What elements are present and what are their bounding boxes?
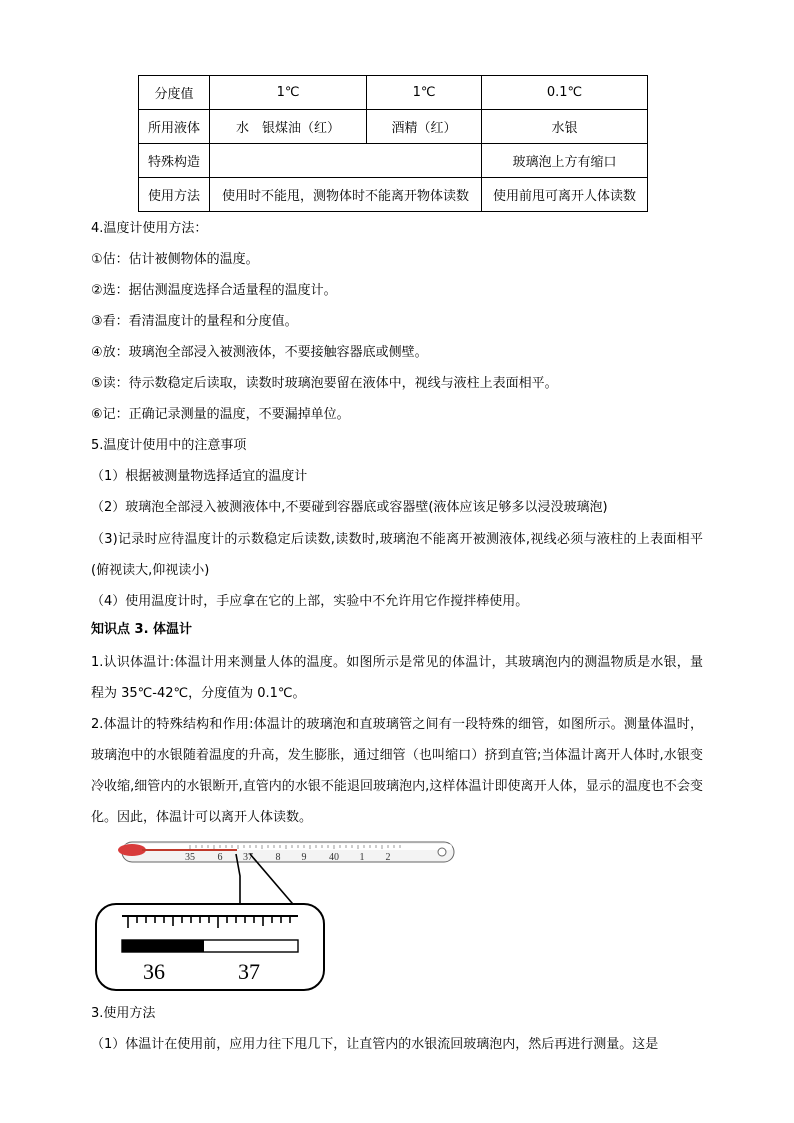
thermometer-illustration xyxy=(92,836,464,996)
paragraph: （1）根据被测量物选择适宜的温度计 xyxy=(91,469,308,484)
section-heading: 4.温度计使用方法： xyxy=(91,221,208,236)
list-item: ⑤读：待示数稳定后读取，读数时玻璃泡要留在液体中，视线与液柱上表面相平。 xyxy=(91,376,558,391)
end-ring xyxy=(438,848,446,856)
scale-label: 2 xyxy=(385,852,391,863)
scale-label: 8 xyxy=(275,852,281,863)
zoom-mercury-level xyxy=(122,940,204,952)
mercury-bulb xyxy=(118,844,146,856)
table-cell: 1℃ xyxy=(367,76,482,110)
paragraph: 1.认识体温计:体温计用来测量人体的温度。如图所示是常见的体温计，其玻璃泡内的测温物质是水银，量程为 35℃-42℃，分度值为 0.1℃。 xyxy=(91,655,703,701)
table-row xyxy=(139,76,648,110)
section-heading: 3.使用方法 xyxy=(91,1006,156,1021)
table-cell: 使用前甩可离开人体读数 xyxy=(482,178,648,212)
scale-label: 9 xyxy=(301,852,307,863)
table-cell: 1℃ xyxy=(210,76,367,110)
table-row xyxy=(139,178,648,212)
list-item: ④放：玻璃泡全部浸入被测液体，不要接触容器底或侧壁。 xyxy=(91,345,428,360)
scale-label: 1 xyxy=(359,852,365,863)
paragraph: （1）体温计在使用前，应用力往下甩几下，让直管内的水银流回玻璃泡内，然后再进行测量。这是 xyxy=(91,1037,659,1052)
paragraph: （3)记录时应待温度计的示数稳定后读数,读数时,玻璃泡不能离开被测液体,视线必须与液柱的上表面相平(俯视读大,仰视读小) xyxy=(91,532,703,578)
scale-label: 6 xyxy=(217,852,223,863)
table-cell: 玻璃泡上方有缩口 xyxy=(482,144,648,178)
scale-label: 37 xyxy=(243,852,253,863)
clinical-thermometer-figure xyxy=(92,836,464,996)
table-cell: 0.1℃ xyxy=(482,76,648,110)
paragraph: （2）玻璃泡全部浸入被测液体中,不要碰到容器底或容器壁(液体应该足够多以浸没玻璃泡) xyxy=(91,500,608,515)
list-item: ⑥记：正确记录测量的温度，不要漏掉单位。 xyxy=(91,407,350,422)
list-item: ②选：据估测温度选择合适量程的温度计。 xyxy=(91,283,337,298)
table-cell: 所用液体 xyxy=(139,110,210,144)
zoom-label-36: 36 xyxy=(143,959,165,984)
table-cell: 特殊构造 xyxy=(139,144,210,178)
list-item: ③看：看清温度计的量程和分度值。 xyxy=(91,314,298,329)
thermometer-comparison-table xyxy=(138,75,648,212)
paragraph: 2.体温计的特殊结构和作用:体温计的玻璃泡和直玻璃管之间有一段特殊的细管，如图所示。测量体温时，玻璃泡中的水银随着温度的升高，发生膨胀，通过细管（也叫缩口）挤到直管;当体温计离开人体时,水银变冷收缩,细管内的水银断开,直管内的水银不能退回玻璃泡内,这样体温计即使离开人体，显示的温度也不会变化。因此，体温计可以离开人体读数。 xyxy=(91,717,703,825)
table-cell xyxy=(210,144,482,178)
table-cell: 使用时不能甩，测物体时不能离开物体读数 xyxy=(210,178,482,212)
scale-label: 35 xyxy=(185,852,195,863)
table-cell: 水银 xyxy=(482,110,648,144)
table-cell: 分度值 xyxy=(139,76,210,110)
scale-label: 40 xyxy=(329,852,339,863)
mercury-column xyxy=(142,849,237,851)
list-item: ①估：估计被侧物体的温度。 xyxy=(91,252,259,267)
table-row xyxy=(139,144,648,178)
table-cell: 水 银煤油（红） xyxy=(210,110,367,144)
knowledge-point-heading: 知识点 3. 体温计 xyxy=(91,622,193,637)
paragraph: （4）使用温度计时，手应拿在它的上部，实验中不允许用它作搅拌棒使用。 xyxy=(91,594,529,609)
zoom-label-37: 37 xyxy=(238,959,260,984)
section-heading: 5.温度计使用中的注意事项 xyxy=(91,438,247,453)
table-row xyxy=(139,110,648,144)
table-cell: 使用方法 xyxy=(139,178,210,212)
table-cell: 酒精（红） xyxy=(367,110,482,144)
